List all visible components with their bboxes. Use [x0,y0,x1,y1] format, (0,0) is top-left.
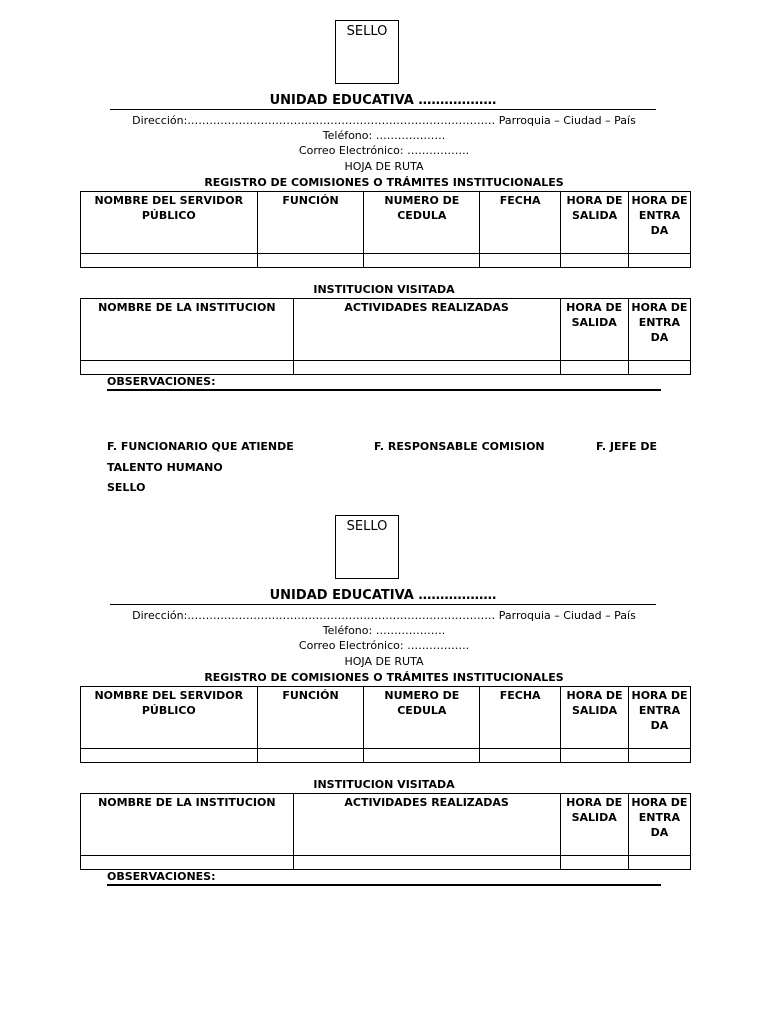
document-name: HOJA DE RUTA [344,655,424,668]
header-entry-time: HORA DE ENTRA DA [629,192,691,254]
cell-entry-time[interactable] [629,749,691,763]
cell-activities[interactable] [293,856,560,870]
header-id-number: NUMERO DE CEDULA [364,687,480,749]
cell-entry-time[interactable] [628,856,690,870]
cell-function[interactable] [257,254,364,268]
commissions-table [80,191,691,268]
signature-chief: F. JEFE DE [596,440,658,453]
header-date: FECHA [480,192,561,254]
cell-departure-time[interactable] [561,254,629,268]
cell-date[interactable] [480,749,561,763]
cell-public-servant[interactable] [81,749,258,763]
cell-public-servant[interactable] [81,254,258,268]
cell-departure-time[interactable] [560,856,628,870]
cell-id-number[interactable] [364,254,480,268]
header-institution-name: NOMBRE DE LA INSTITUCION [81,299,294,361]
cell-function[interactable] [257,749,364,763]
email-line: Correo Electrónico: …………….. [298,639,470,652]
cell-activities[interactable] [293,361,560,375]
email-line: Correo Electrónico: …………….. [298,144,470,157]
header-entry-time: HORA DE ENTRA DA [629,687,691,749]
cell-departure-time[interactable] [561,749,629,763]
header-departure-time: HORA DE SALIDA [561,687,629,749]
address-line: Dirección:………………………………………………………………………… Parroquia – Ciudad – País [132,114,636,127]
header-function: FUNCIÓN [257,687,364,749]
section-title-commissions: REGISTRO DE COMISIONES O TRÁMITES INSTITUCIONALES [204,176,564,189]
institution-table [80,298,691,375]
cell-institution-name[interactable] [81,361,294,375]
stamp-box: SELLO [335,20,399,84]
institution-title: UNIDAD EDUCATIVA ……………… [110,93,656,110]
header-id-number: NUMERO DE CEDULA [364,192,480,254]
document-name: HOJA DE RUTA [344,160,424,173]
header-function: FUNCIÓN [257,192,364,254]
header-entry-time: HORA DE ENTRA DA [628,299,690,361]
cell-institution-name[interactable] [81,856,294,870]
table-row [81,749,691,763]
signature-seal: SELLO [107,481,146,494]
cell-id-number[interactable] [364,749,480,763]
cell-date[interactable] [480,254,561,268]
section-title-institution: INSTITUCION VISITADA [313,778,455,791]
phone-line: Teléfono: ………………. [322,129,446,142]
observations-label: OBSERVACIONES: [107,870,661,886]
observations-label: OBSERVACIONES: [107,375,661,391]
signature-official: F. FUNCIONARIO QUE ATIENDE [107,440,294,453]
header-institution-name: NOMBRE DE LA INSTITUCION [81,794,294,856]
route-sheet-form-1 [0,0,768,420]
cell-entry-time[interactable] [629,254,691,268]
stamp-box: SELLO [335,515,399,579]
cell-entry-time[interactable] [628,361,690,375]
header-public-servant: NOMBRE DEL SERVIDOR PÚBLICO [81,687,258,749]
signature-chief-cont: TALENTO HUMANO [107,461,223,474]
table-row [81,361,691,375]
header-date: FECHA [480,687,561,749]
header-activities: ACTIVIDADES REALIZADAS [293,299,560,361]
header-departure-time: HORA DE SALIDA [560,299,628,361]
phone-line: Teléfono: ………………. [322,624,446,637]
header-public-servant: NOMBRE DEL SERVIDOR PÚBLICO [81,192,258,254]
section-title-institution: INSTITUCION VISITADA [313,283,455,296]
commissions-table [80,686,691,763]
signature-responsible: F. RESPONSABLE COMISION [374,440,545,453]
section-title-commissions: REGISTRO DE COMISIONES O TRÁMITES INSTITUCIONALES [204,671,564,684]
table-row [81,254,691,268]
address-line: Dirección:………………………………………………………………………… Parroquia – Ciudad – País [132,609,636,622]
header-departure-time: HORA DE SALIDA [560,794,628,856]
header-departure-time: HORA DE SALIDA [561,192,629,254]
header-activities: ACTIVIDADES REALIZADAS [293,794,560,856]
header-entry-time: HORA DE ENTRA DA [628,794,690,856]
institution-title: UNIDAD EDUCATIVA ……………… [110,588,656,605]
table-row [81,856,691,870]
cell-departure-time[interactable] [560,361,628,375]
route-sheet-form-2 [0,495,768,915]
institution-table [80,793,691,870]
